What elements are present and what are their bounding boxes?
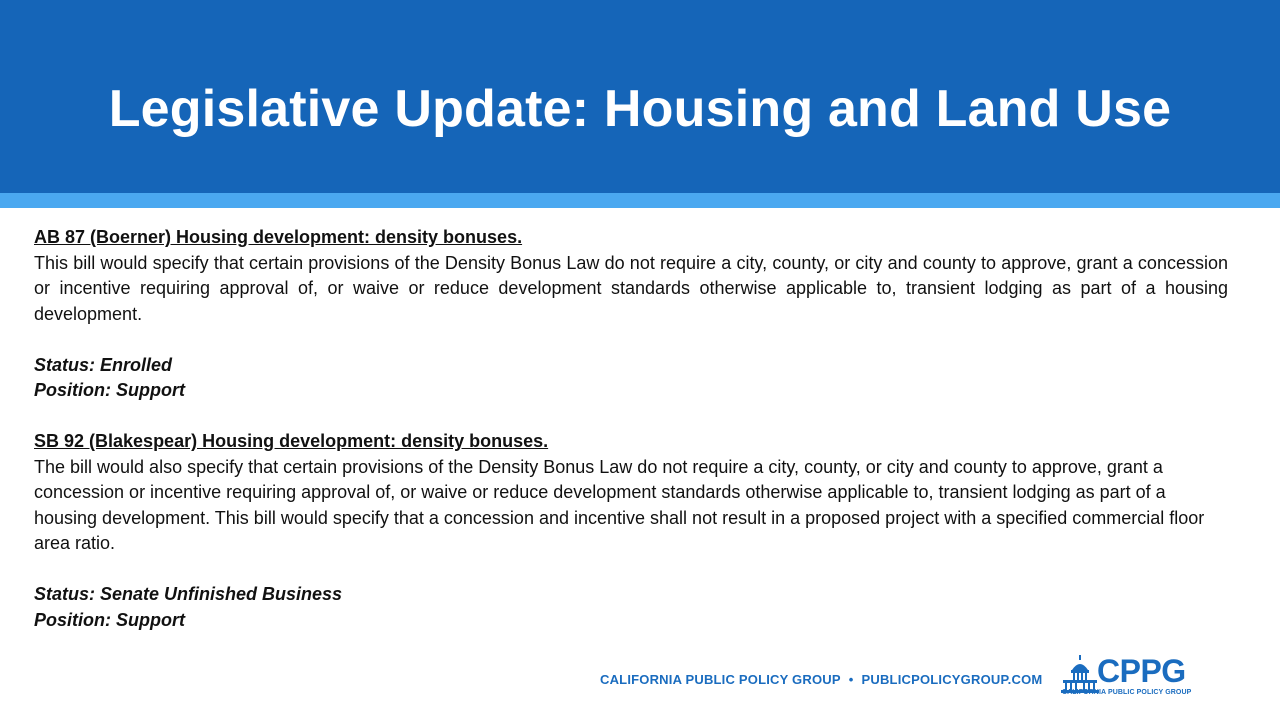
spacer <box>34 327 1228 353</box>
bill-position-ab87: Position: Support <box>34 380 185 400</box>
logo-subtext: CALIFORNIA PUBLIC POLICY GROUP <box>1062 689 1192 696</box>
cppg-logo <box>1060 652 1205 702</box>
bill-status-sb92: Status: Senate Unfinished Business <box>34 584 343 604</box>
spacer <box>34 557 1228 583</box>
bill-description-sb92: The bill would also specify that certain provisions of the Density Bonus Law do not require a city, county, or city and county to approve, grant a concession or incentive requiring approval of, or waive or reduce development standards otherwise applicable to, transient lodging as part of a housing development. This bill would specify that a concession and incentive shall not result in a proposed project with a specified commercial floor area ratio. <box>34 456 1205 553</box>
bill-description-ab87: This bill would specify that certain provisions of the Density Bonus Law do not require a city, county, or city and county to approve, grant a concession or incentive requiring approval of, or waive or reduce development standards otherwise applicable to, transient lodging as part of a housing development. <box>34 252 1228 324</box>
header-accent-stripe <box>0 193 1280 208</box>
slide-title: Legislative Update: Housing and Land Use <box>108 80 1172 138</box>
footer-website-link[interactable]: PUBLICPOLICYGROUP.COM <box>861 672 1043 687</box>
footer-separator: • <box>848 672 854 687</box>
logo-wordmark: CPPG <box>1097 653 1186 689</box>
footer-text <box>600 672 1042 687</box>
bill-status-ab87: Status: Enrolled <box>34 354 173 375</box>
capitol-dome-icon <box>1060 654 1100 694</box>
bill-heading-sb92: SB 92 (Blakespear) Housing development: density bonuses. <box>34 431 549 451</box>
bill-position-sb92: Position: Support <box>34 609 185 630</box>
footer-org: CALIFORNIA PUBLIC POLICY GROUP <box>600 672 841 687</box>
spacer <box>34 404 1228 430</box>
bill-heading-ab87: AB 87 (Boerner) Housing development: density bonuses. <box>34 227 523 247</box>
slide-body <box>34 225 1228 633</box>
